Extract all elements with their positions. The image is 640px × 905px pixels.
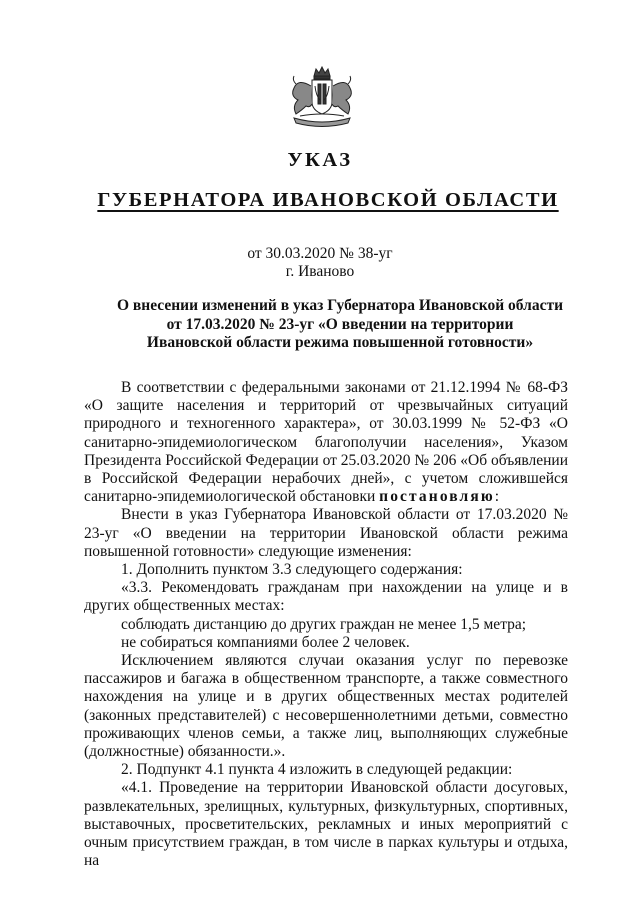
title-line-2: от 17.03.2020 № 23-уг «О введении на территории [166, 315, 514, 333]
body-paragraph-item-3-3: «3.3. Рекомендовать гражданам при нахождении на улице и в других общественных местах: [84, 579, 568, 615]
coat-of-arms-icon [284, 66, 360, 128]
decree-body [84, 379, 568, 870]
resolve-keyword: постановляю [379, 488, 495, 506]
body-paragraph-item-1: 1. Дополнить пунктом 3.3 следующего содержания: [121, 561, 463, 579]
preamble-colon: : [494, 488, 500, 506]
body-paragraph-preamble [84, 379, 568, 506]
body-paragraph-item-4-1: «4.1. Проведение на территории Ивановской области досуговых, развлекательных, зрелищных, культурных, физкультурных, спортивных, выставочных, просветительских, рекламных и иных мероприятий с очным присутствием граждан, в том числе в парках культуры и отдыха, на [84, 779, 568, 870]
body-paragraph-amend: Внести в указ Губернатора Ивановской области от 17.03.2020 № 23-уг «О введении на территории Ивановской области режима повышенной готовности» следующие изменения: [84, 506, 568, 560]
decree-date-number: от 30.03.2020 № 38-уг [247, 245, 393, 262]
body-paragraph-distance: соблюдать дистанцию до других граждан не менее 1,5 метра; [121, 615, 527, 633]
issuer-heading: ГУБЕРНАТОРА ИВАНОВСКОЙ ОБЛАСТИ [97, 189, 559, 211]
decree-heading: УКАЗ [287, 149, 353, 171]
body-paragraph-exceptions: Исключением являются случаи оказания услуг по перевозке пассажиров и багажа в общественном транспорте, а также совместного нахождения на улице и в других общественных местах родителей (законных представителей) с несовершеннолетними детьми, совместно проживающих членов семьи, а также лиц, выполняющих служебные (должностные) обязанности.». [84, 652, 568, 761]
preamble-text: В соответствии с федеральными законами от 21.12.1994 № 68-ФЗ «О защите населения и территорий от чрезвычайных ситуаций природного и техногенного характера», от 30.03.1999 № 52-ФЗ «О санитарно-эпидемиологическом благополучии населения», Указом Президента Российской Федерации от 25.03.2020 № 206 «Об объявлении в Российской Федерации нерабочих дней», с учетом сложившейся санитарно-эпидемиологической обстановки [84, 379, 568, 506]
decree-city: г. Иваново [285, 263, 355, 280]
body-paragraph-item-2: 2. Подпункт 4.1 пункта 4 изложить в следующей редакции: [121, 761, 513, 779]
title-line-3: Ивановской области режима повышенной готовности» [146, 334, 534, 351]
body-paragraph-gatherings: не собираться компаниями более 2 человек. [121, 633, 410, 651]
decree-title [100, 297, 580, 353]
title-line-1: О внесении изменений в указ Губернатора Ивановской области [116, 297, 564, 314]
